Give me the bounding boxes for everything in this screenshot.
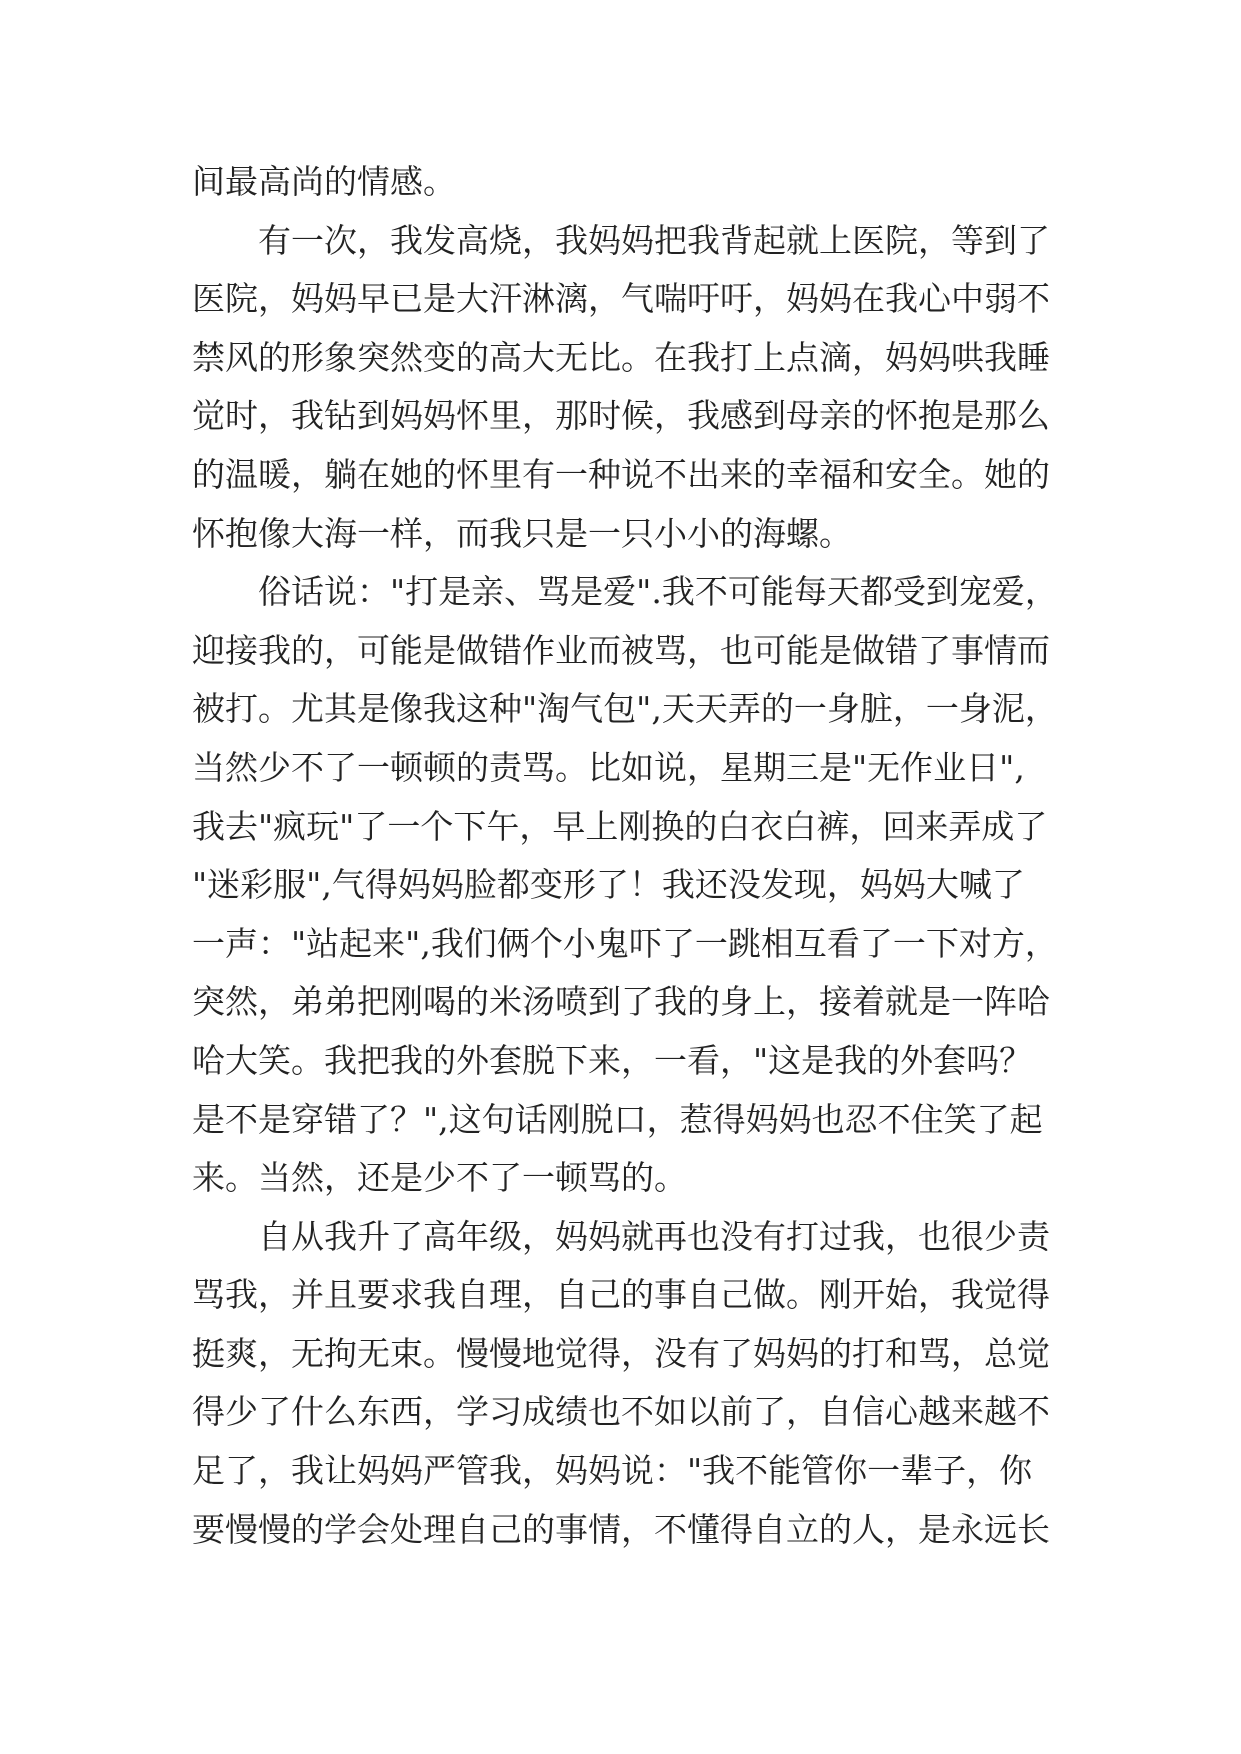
text-line: 足了，我让妈妈严管我，妈妈说："我不能管你一辈子，你 [192,1451,1033,1491]
text-line: 医院，妈妈早已是大汗淋漓，气喘吁吁，妈妈在我心中弱不 [192,279,1050,319]
text-line: 一声："站起来",我们俩个小鬼吓了一跳相互看了一下对方， [192,923,1058,963]
text-line: 哈大笑。我把我的外套脱下来，一看，"这是我的外套吗？ [192,1040,1033,1080]
text-line: 间最高尚的情感。 [192,162,456,201]
paragraph-4 [192,1208,1072,1560]
text-line: 有一次，我发高烧，我妈妈把我背起就上医院，等到了 [258,220,1050,260]
text-line: 怀抱像大海一样，而我只是一只小小的海螺。 [192,513,852,553]
text-line: 要慢慢的学会处理自己的事情，不懂得自立的人，是永远长 [192,1509,1050,1549]
text-line: 觉时，我钻到妈妈怀里，那时候，我感到母亲的怀抱是那么 [192,396,1050,436]
text-line: 来。当然，还是少不了一顿骂的。 [192,1158,687,1198]
text-line: 挺爽，无拘无束。慢慢地觉得，没有了妈妈的打和骂，总觉 [192,1333,1050,1373]
text-line: 迎接我的，可能是做错作业而被骂，也可能是做错了事情而 [192,630,1050,670]
text-line: 禁风的形象突然变的高大无比。在我打上点滴，妈妈哄我睡 [192,337,1050,377]
text-line: 的温暖，躺在她的怀里有一种说不出来的幸福和安全。她的 [192,454,1050,494]
text-line: 当然少不了一顿顿的责骂。比如说，星期三是"无作业日", [192,747,1025,787]
text-line: 骂我，并且要求我自理，自己的事自己做。刚开始，我觉得 [192,1275,1050,1315]
text-line: "迷彩服",气得妈妈脸都变形了！我还没发现，妈妈大喊了 [192,865,1025,905]
paragraph-2 [192,212,1072,564]
paragraph-1 [192,153,1072,212]
text-line: 我去"疯玩"了一个下午，早上刚换的白衣白裤，回来弄成了 [192,806,1048,846]
essay-body [192,153,1072,1559]
text-line: 得少了什么东西，学习成绩也不如以前了，自信心越来越不 [192,1392,1050,1432]
text-line: 是不是穿错了？",这句话刚脱口，惹得妈妈也忍不住笑了起 [192,1099,1043,1139]
text-line: 自从我升了高年级，妈妈就再也没有打过我，也很少责 [258,1216,1050,1256]
text-line: 突然，弟弟把刚喝的米汤喷到了我的身上，接着就是一阵哈 [192,982,1050,1022]
paragraph-3 [192,563,1072,1208]
text-line: 被打。尤其是像我这种"淘气包",天天弄的一身脏，一身泥， [192,689,1058,729]
text-line: 俗话说："打是亲、骂是爱".我不可能每天都受到宠爱， [258,572,1058,612]
